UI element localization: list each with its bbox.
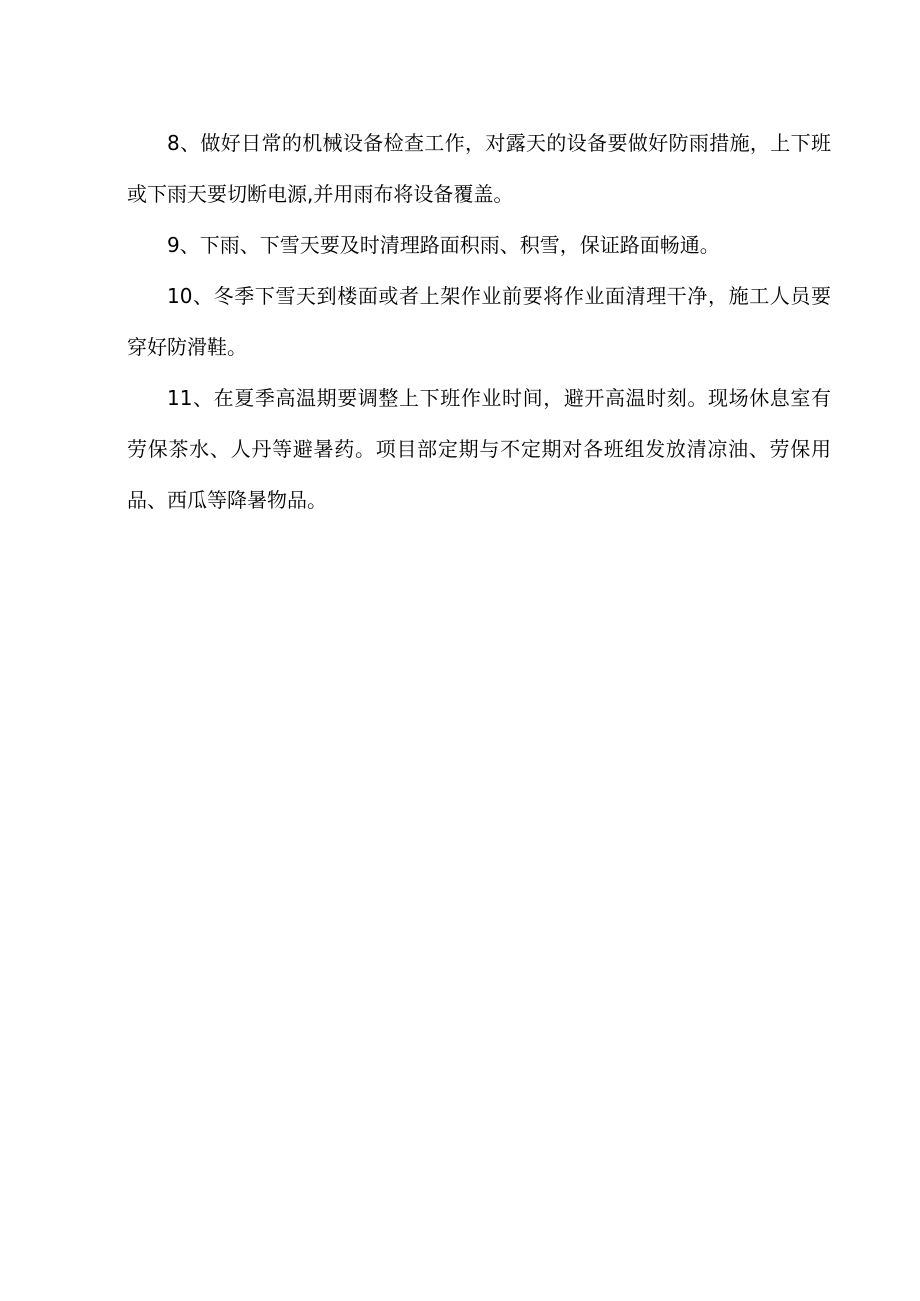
paragraph-item-11: 11、在夏季高温期要调整上下班作业时间，避开高温时刻。现场休息室有劳保茶水、人丹等避暑药。项目部定期与不定期对各班组发放清凉油、劳保用品、西瓜等降暑物品。	[127, 386, 831, 512]
paragraph-item-10: 10、冬季下雪天到楼面或者上架作业前要将作业面清理干净，施工人员要穿好防滑鞋。	[127, 284, 831, 359]
paragraph-item-8: 8、做好日常的机械设备检查工作，对露天的设备要做好防雨措施，上下班或下雨天要切断电源,并用雨布将设备覆盖。	[127, 131, 831, 206]
paragraph-item-9: 9、下雨、下雪天要及时清理路面积雨、积雪，保证路面畅通。	[167, 233, 720, 257]
document-body	[127, 118, 831, 526]
